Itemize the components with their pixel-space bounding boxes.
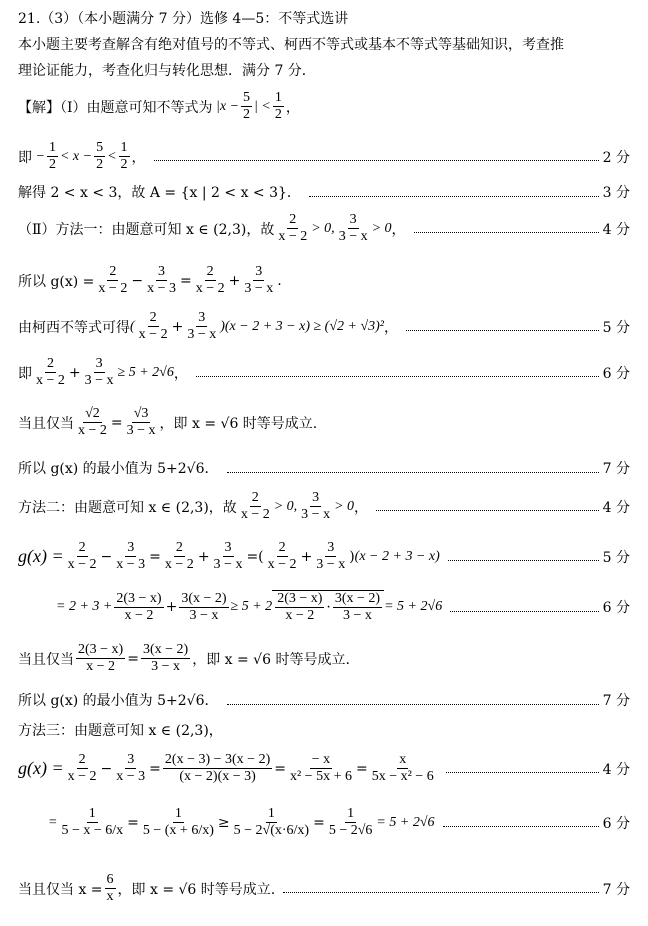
method3-eq1: g(x) = $\frac{2}{x - 2}$ − $\frac{3}{x - 3}$ = $\frac{2(x - 3) - 3(x - 2)}{(x - 2)(x - 3)}$ = $\frac{- x}{\text{x² − 5x + 6}}$ = $\frac{x}{\text{5x − x² − 6}}$ 4 分 bbox=[18, 752, 630, 784]
score-6b: 6 分 bbox=[602, 600, 630, 616]
step-line-6: 由柯西不等式可得 ( $\frac{2}{x - 2}$ + $\frac{3}{3 - x}$ )(x − 2 + 3 − x) ≥ (√2 + √3)² ， 5 分 bbox=[18, 310, 630, 342]
problem-desc-2: 理论证能力，考查化归与转化思想．满分 7 分． bbox=[18, 63, 316, 79]
score-4c: 4 分 bbox=[602, 761, 630, 778]
step-line-3: 解得 2 < x < 3，故 A = {x | 2 < x < 3}． 3 分 bbox=[18, 182, 630, 202]
method2-eq1: g(x) = $\frac{2}{x - 2}$ − $\frac{3}{x - 3}$ = $\frac{2}{x - 2}$ + $\frac{3}{3 - x}$ =( $\frac{2}{x - 2}$ + $\frac{3}{3 - x}$ ) (x − 2 + 3 − x) 5 分 bbox=[18, 540, 630, 572]
score-7b: 7 分 bbox=[602, 693, 630, 709]
score-6: 6 分 bbox=[602, 365, 630, 382]
score-4b: 4 分 bbox=[602, 499, 630, 516]
method2-equality: 当且仅当 $\frac{2(3 - x)}{x - 2}$ = $\frac{3(x - 2)}{3 - x}$ ，即 x = √6 时等号成立. bbox=[18, 642, 350, 674]
method3-intro: 方法三：由题意可知 x ∈ (2,3)， bbox=[18, 723, 223, 739]
step-line-9: 所以 g(x) 的最小值为 5+2√6． 7 分 bbox=[18, 458, 630, 478]
step-line-2: 即 − $\frac{1}{2}$ < x − $\frac{5}{2}$ < $\frac{1}{2}$ ， 2 分 bbox=[18, 140, 630, 172]
method3-eq2: = $\frac{1}{5 - x - 6/x}$ = $\frac{1}{5 - (x + 6/x)}$ ≥ $\frac{1}{5 - 2√(x\cdot 6/x)}$ = $\frac{1}{5 - 2√6}$ = 5 + 2√6 6 分 bbox=[48, 806, 630, 838]
part1-inequality: 【解】（Ⅰ）由题意可知不等式为 |x − $\frac{5}{2}$ | < $\frac{1}{2}$ ， bbox=[18, 90, 300, 122]
method2-min: 所以 g(x) 的最小值为 5+2√6． 7 分 bbox=[18, 690, 630, 710]
problem-desc-1: 本小题主要考查解含有绝对值号的不等式、柯西不等式或基本不等式等基础知识，考查推 bbox=[18, 37, 564, 53]
step-line-4: （Ⅱ）方法一：由题意可知 x ∈ (2,3)，故 $\frac{2}{x - 2}$ > 0, $\frac{3}{3 - x}$ > 0 ， 4 分 bbox=[18, 212, 630, 244]
problem-title: 21.（3）（本小题满分 7 分）选修 4—5：不等式选讲 bbox=[18, 11, 349, 27]
score-7: 7 分 bbox=[602, 461, 630, 477]
score-5: 5 分 bbox=[602, 319, 630, 336]
step-line-7: 即 $\frac{2}{x - 2}$ + $\frac{3}{3 - x}$ ≥ 5 + 2√6 ， 6 分 bbox=[18, 356, 630, 388]
step-line-8: 当且仅当 $\frac{√2}{x - 2}$ = $\frac{√3}{3 - x}$ ，即 x = √6 时等号成立. bbox=[18, 406, 318, 438]
score-2: 2 分 bbox=[602, 149, 630, 166]
method3-equality: 当且仅当 x = $\frac{6}{x}$ ，即 x = √6 时等号成立. 7 分 bbox=[18, 872, 630, 904]
score-7c: 7 分 bbox=[602, 881, 630, 898]
step-line-5: 所以 g(x) = $\frac{2}{x - 2}$ − $\frac{3}{x - 3}$ = $\frac{2}{x - 2}$ + $\frac{3}{3 - x}$ . bbox=[18, 264, 282, 296]
score-6c: 6 分 bbox=[602, 815, 630, 832]
score-5b: 5 分 bbox=[602, 549, 630, 566]
method2-intro: 方法二：由题意可知 x ∈ (2,3)，故 $\frac{2}{x - 2}$ > 0, $\frac{3}{3 - x}$ > 0 ， 4 分 bbox=[18, 490, 630, 522]
score-3: 3 分 bbox=[602, 185, 630, 201]
score-4: 4 分 bbox=[602, 221, 630, 238]
method2-eq2: = 2 + 3 + $\frac{2(3 - x)}{x - 2}$ + $\frac{3(x - 2)}{3 - x}$ ≥ 5 + 2 $\frac{2(3 - x)}{x - 2}$ · $\frac{3(x - 2)}{3 - x}$ = 5 + 2√6 6 分 bbox=[56, 590, 630, 623]
